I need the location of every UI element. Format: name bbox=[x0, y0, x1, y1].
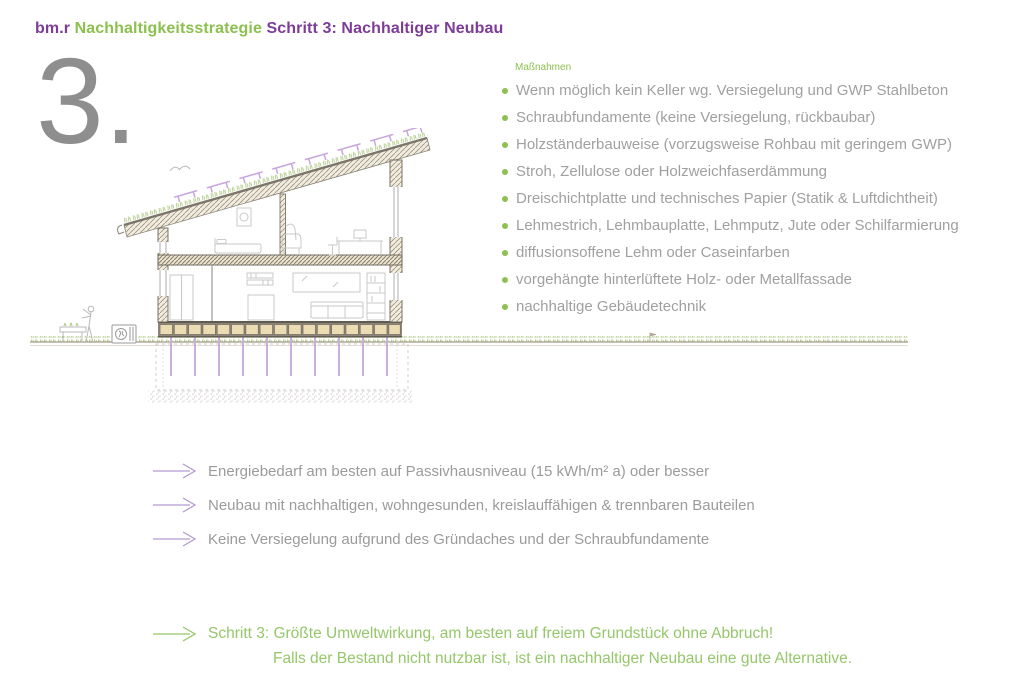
brand-label: bm.r bbox=[35, 20, 71, 37]
measures-label: Maßnahmen bbox=[515, 62, 572, 73]
ground-floor-furniture bbox=[170, 273, 385, 320]
bullet-icon bbox=[502, 304, 508, 310]
measure-item bbox=[501, 104, 959, 131]
summary-line2: Falls der Bestand nicht nutzbar ist, ist ein nachhaltiger Neubau eine gute Alternative. bbox=[273, 650, 853, 667]
measure-text: diffusionsoffene Lehm oder Caseinfarben bbox=[516, 244, 790, 261]
measure-text: Lehmestrich, Lehmbauplatte, Lehmputz, Jute oder Schilfarmierung bbox=[516, 217, 959, 234]
heat-pump-icon bbox=[112, 325, 136, 343]
strategy-label: Nachhaltigkeitsstrategie bbox=[74, 20, 262, 37]
measure-item bbox=[501, 131, 959, 158]
bullet-icon bbox=[502, 250, 508, 256]
measures-list bbox=[501, 77, 959, 320]
bullet-icon bbox=[502, 277, 508, 283]
summary-row bbox=[152, 624, 852, 644]
conclusion-row bbox=[152, 530, 755, 548]
measure-text: Stroh, Zellulose oder Holzweichfaserdämmung bbox=[516, 163, 827, 180]
bullet-icon bbox=[502, 223, 508, 229]
conclusion-text: Energiebedarf am besten auf Passivhausniveau (15 kWh/m² a) oder besser bbox=[208, 462, 710, 480]
measure-item bbox=[501, 77, 959, 104]
screw-piles bbox=[148, 337, 412, 403]
measure-item bbox=[501, 293, 959, 320]
measure-text: nachhaltige Gebäudetechnik bbox=[516, 298, 707, 315]
summary-line1: Schritt 3: Größte Umweltwirkung, am besten auf freiem Grundstück ohne Abbruch! bbox=[208, 625, 774, 642]
arrow-right-icon bbox=[152, 462, 200, 480]
measure-item bbox=[501, 212, 959, 239]
bullet-icon bbox=[502, 88, 508, 94]
step-number: 3. bbox=[36, 33, 138, 169]
summary bbox=[152, 624, 852, 668]
measures-panel bbox=[501, 62, 959, 320]
measure-item bbox=[501, 185, 959, 212]
bullet-icon bbox=[502, 115, 508, 121]
bullet-icon bbox=[502, 169, 508, 175]
measure-item bbox=[501, 158, 959, 185]
floor-slab bbox=[158, 322, 402, 337]
conclusion-text: Neubau mit nachhaltigen, wohngesunden, kreislauffähigen & trennbaren Bauteilen bbox=[208, 496, 755, 514]
arrow-right-icon bbox=[152, 496, 200, 514]
bullet-icon bbox=[502, 196, 508, 202]
conclusion-row bbox=[152, 496, 755, 514]
conclusion-text: Keine Versiegelung aufgrund des Gründaches und der Schraubfundamente bbox=[208, 530, 710, 548]
conclusion-row bbox=[152, 462, 755, 480]
measure-item bbox=[501, 266, 959, 293]
measure-text: Wenn möglich kein Keller wg. Versiegelung und GWP Stahlbeton bbox=[516, 82, 949, 99]
arrow-right-icon bbox=[152, 530, 200, 548]
conclusions bbox=[152, 462, 755, 548]
measure-text: Dreischichtplatte und technisches Papier (Statik & Luftdichtheit) bbox=[516, 190, 938, 207]
bullet-icon bbox=[502, 142, 508, 148]
green-roof bbox=[118, 131, 430, 237]
measure-item bbox=[501, 239, 959, 266]
bird-icon bbox=[170, 166, 190, 171]
arrow-right-icon bbox=[152, 625, 200, 643]
step-title: Schritt 3: Nachhaltiger Neubau bbox=[266, 20, 504, 37]
measure-text: Holzständerbauweise (vorzugsweise Rohbau mit geringem GWP) bbox=[516, 136, 953, 153]
measure-text: vorgehängte hinterlüftete Holz- oder Metallfassade bbox=[516, 271, 853, 288]
measure-text: Schraubfundamente (keine Versiegelung, rückbaubar) bbox=[516, 109, 876, 126]
solar-panels bbox=[174, 128, 426, 203]
upper-floor-furniture bbox=[215, 208, 383, 255]
